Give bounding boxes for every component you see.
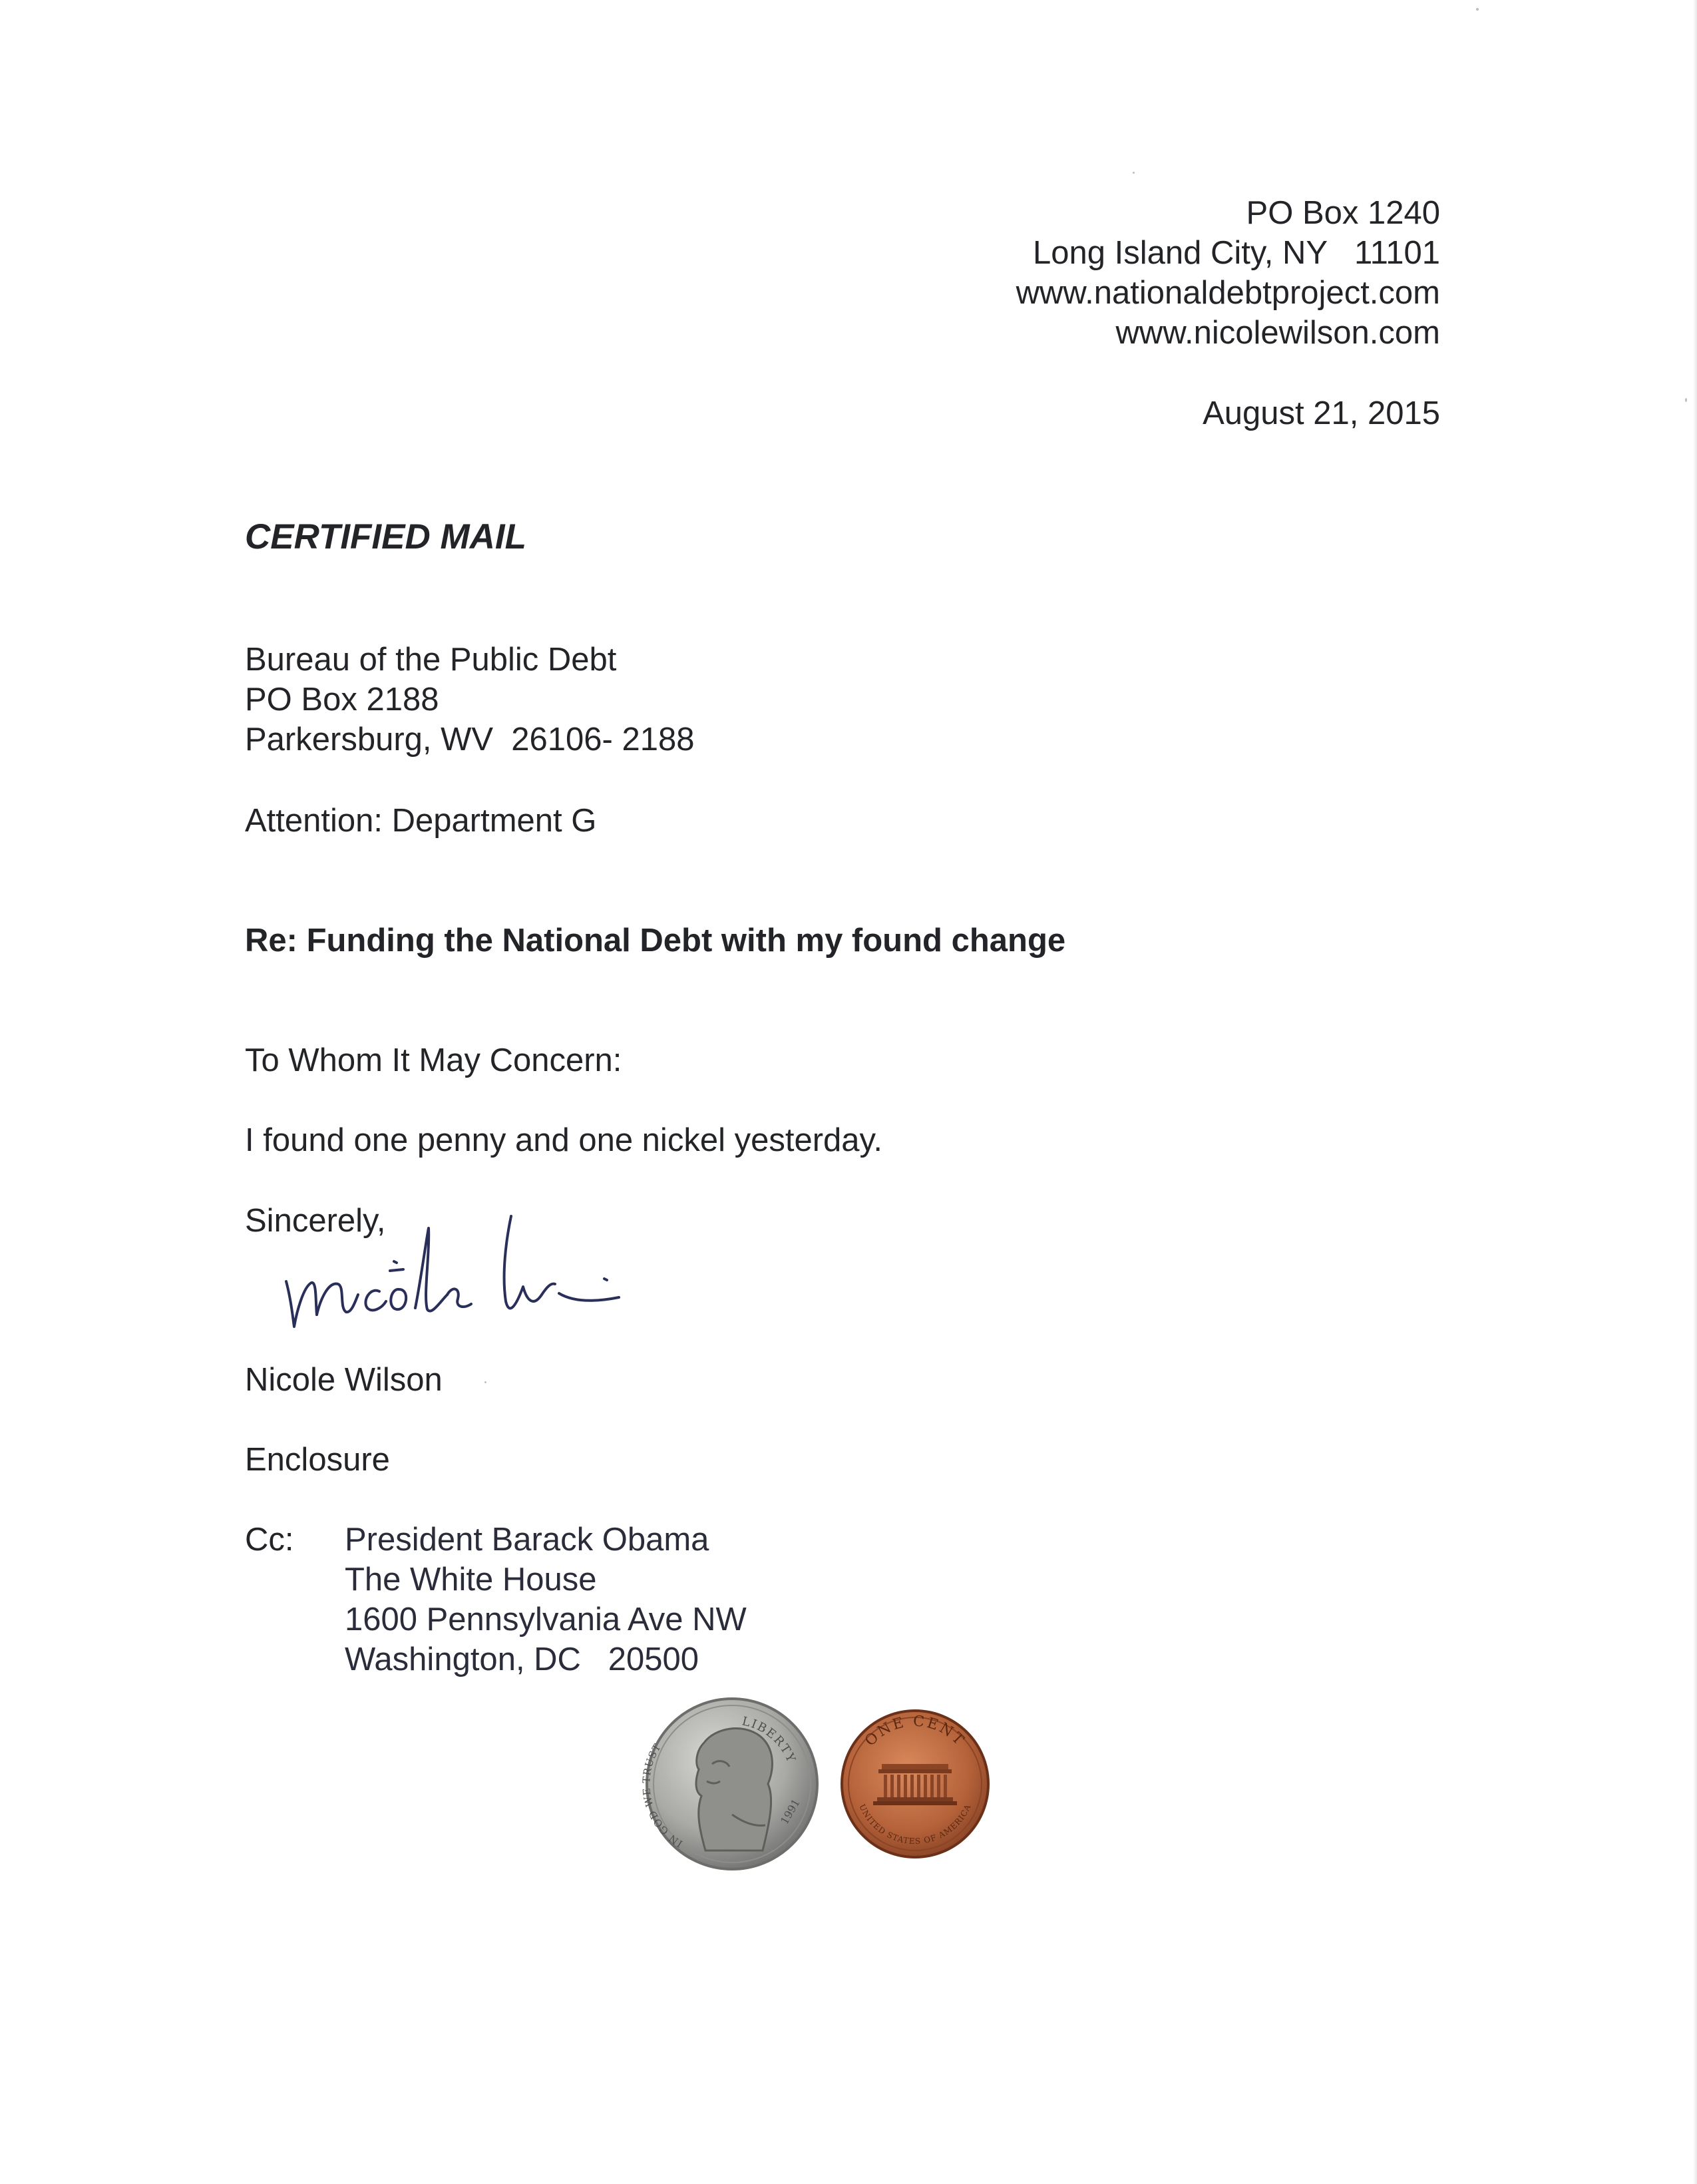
letter-body: I found one penny and one nickel yesterday. (245, 1122, 882, 1158)
enclosed-coins (632, 1684, 1018, 1884)
attention-line: Attention: Department G (245, 803, 597, 839)
cc-label: Cc: (245, 1522, 294, 1558)
sender-address (775, 193, 1440, 353)
certified-mail-heading: CERTIFIED MAIL (245, 517, 527, 556)
nickel-motto-text: IN GOD WE TRUST (640, 1741, 685, 1850)
penny-coin (842, 1711, 988, 1857)
sender-website-1: www.nationaldebtproject.com (1016, 275, 1440, 311)
nickel-year-text: 1991 (778, 1797, 803, 1827)
recipient-city-line: Parkersburg, WV 26106- 2188 (245, 722, 695, 758)
scan-speck (1133, 172, 1135, 174)
scan-speck (1476, 8, 1479, 11)
cc-name: President Barack Obama (345, 1522, 709, 1558)
cc-address (345, 1520, 747, 1679)
scan-speck (484, 1381, 486, 1383)
cc-city-line: Washington, DC 20500 (345, 1641, 699, 1677)
penny-one-cent-text: ONE CENT (862, 1713, 968, 1750)
enclosure-note: Enclosure (245, 1442, 390, 1478)
recipient-po-box: PO Box 2188 (245, 682, 439, 718)
cc-organization: The White House (345, 1562, 597, 1598)
handwritten-signature (273, 1201, 646, 1341)
penny-usa-text: UNITED STATES OF AMERICA (857, 1803, 973, 1847)
recipient-address (245, 640, 694, 760)
recipient-name: Bureau of the Public Debt (245, 642, 617, 678)
sender-po-box: PO Box 1240 (1246, 195, 1440, 231)
salutation: To Whom It May Concern: (245, 1042, 622, 1078)
subject-line: Re: Funding the National Debt with my found change (245, 923, 1066, 959)
scan-speck (1685, 398, 1687, 402)
nickel-coin (640, 1699, 817, 1869)
sender-website-2: www.nicolewilson.com (1115, 315, 1440, 351)
sender-city-line: Long Island City, NY 11101 (1033, 235, 1440, 271)
letter-date: August 21, 2015 (1203, 395, 1440, 431)
page-edge-shadow (1693, 0, 1697, 2184)
signer-name: Nicole Wilson (245, 1362, 443, 1398)
closing: Sincerely, (245, 1203, 386, 1239)
nickel-liberty-text: LIBERTY (740, 1714, 799, 1766)
cc-street: 1600 Pennsylvania Ave NW (345, 1602, 747, 1638)
